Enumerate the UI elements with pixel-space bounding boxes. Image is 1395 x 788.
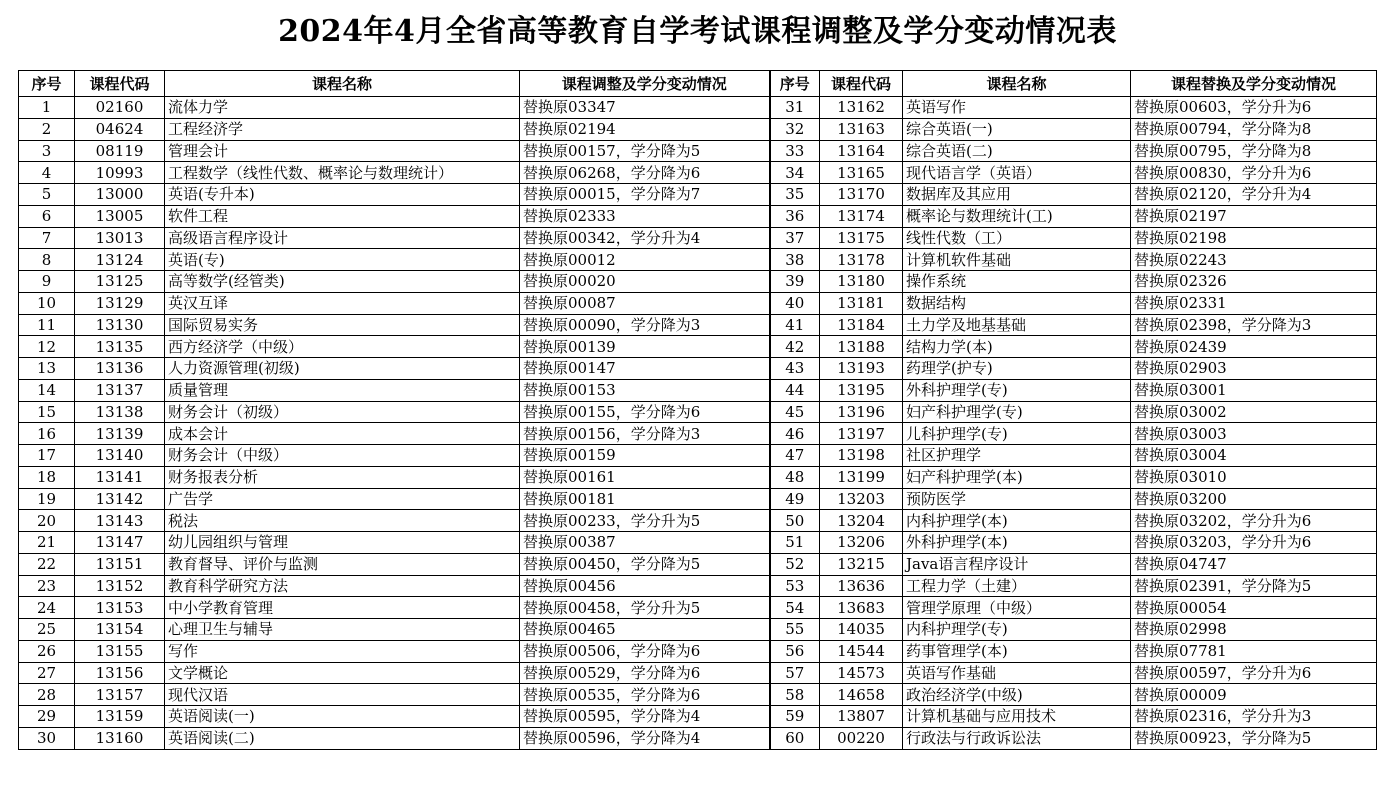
course-change-right: 替换原03002 bbox=[1131, 401, 1377, 423]
row-index-left: 3 bbox=[19, 140, 75, 162]
course-code-left: 13140 bbox=[75, 445, 165, 467]
table-row bbox=[19, 488, 1377, 510]
course-name-left: 管理会计 bbox=[165, 140, 520, 162]
course-change-right: 替换原02197 bbox=[1131, 205, 1377, 227]
course-name-left: 软件工程 bbox=[165, 205, 520, 227]
table-row bbox=[19, 575, 1377, 597]
course-code-right: 13163 bbox=[820, 118, 903, 140]
course-change-right: 替换原03202，学分升为6 bbox=[1131, 510, 1377, 532]
course-code-right: 13178 bbox=[820, 249, 903, 271]
course-code-right: 13193 bbox=[820, 358, 903, 380]
header-code-right: 课程代码 bbox=[820, 71, 903, 97]
course-name-left: 成本会计 bbox=[165, 423, 520, 445]
course-code-right: 13198 bbox=[820, 445, 903, 467]
row-index-left: 2 bbox=[19, 118, 75, 140]
course-name-right: 概率论与数理统计(工) bbox=[903, 205, 1131, 227]
table-row bbox=[19, 510, 1377, 532]
table-row bbox=[19, 140, 1377, 162]
course-name-left: 教育督导、评价与监测 bbox=[165, 553, 520, 575]
row-index-left: 14 bbox=[19, 379, 75, 401]
course-code-right: 13807 bbox=[820, 706, 903, 728]
course-code-left: 13157 bbox=[75, 684, 165, 706]
course-code-right: 13206 bbox=[820, 532, 903, 554]
course-name-left: 税法 bbox=[165, 510, 520, 532]
course-change-right: 替换原03001 bbox=[1131, 379, 1377, 401]
course-change-right: 替换原02439 bbox=[1131, 336, 1377, 358]
course-change-left: 替换原00139 bbox=[520, 336, 770, 358]
course-name-left: 英语(专升本) bbox=[165, 184, 520, 206]
course-change-right: 替换原00795，学分降为8 bbox=[1131, 140, 1377, 162]
table-row bbox=[19, 597, 1377, 619]
course-code-right: 13215 bbox=[820, 553, 903, 575]
course-change-right: 替换原02391，学分降为5 bbox=[1131, 575, 1377, 597]
course-change-left: 替换原00020 bbox=[520, 271, 770, 293]
header-index-left: 序号 bbox=[19, 71, 75, 97]
row-index-right: 58 bbox=[770, 684, 820, 706]
course-code-right: 13683 bbox=[820, 597, 903, 619]
course-code-right: 14035 bbox=[820, 619, 903, 641]
row-index-left: 22 bbox=[19, 553, 75, 575]
row-index-left: 1 bbox=[19, 97, 75, 119]
row-index-right: 45 bbox=[770, 401, 820, 423]
course-name-right: 土力学及地基基础 bbox=[903, 314, 1131, 336]
course-code-right: 00220 bbox=[820, 727, 903, 749]
course-code-left: 13147 bbox=[75, 532, 165, 554]
course-code-right: 13170 bbox=[820, 184, 903, 206]
course-name-right: 内科护理学(专) bbox=[903, 619, 1131, 641]
row-index-right: 31 bbox=[770, 97, 820, 119]
header-index-right: 序号 bbox=[770, 71, 820, 97]
course-change-right: 替换原00009 bbox=[1131, 684, 1377, 706]
course-code-right: 14544 bbox=[820, 640, 903, 662]
course-change-right: 替换原02998 bbox=[1131, 619, 1377, 641]
row-index-left: 27 bbox=[19, 662, 75, 684]
course-code-right: 13636 bbox=[820, 575, 903, 597]
row-index-left: 6 bbox=[19, 205, 75, 227]
course-code-left: 13143 bbox=[75, 510, 165, 532]
table-row bbox=[19, 314, 1377, 336]
course-change-left: 替换原00529，学分降为6 bbox=[520, 662, 770, 684]
course-name-right: 综合英语(一) bbox=[903, 118, 1131, 140]
course-change-right: 替换原00054 bbox=[1131, 597, 1377, 619]
course-change-left: 替换原00161 bbox=[520, 466, 770, 488]
course-name-right: 预防医学 bbox=[903, 488, 1131, 510]
course-code-left: 02160 bbox=[75, 97, 165, 119]
course-code-left: 13130 bbox=[75, 314, 165, 336]
course-name-right: 社区护理学 bbox=[903, 445, 1131, 467]
course-code-right: 13188 bbox=[820, 336, 903, 358]
row-index-left: 8 bbox=[19, 249, 75, 271]
course-name-right: 儿科护理学(专) bbox=[903, 423, 1131, 445]
course-change-right: 替换原02331 bbox=[1131, 292, 1377, 314]
course-name-right: 政治经济学(中级) bbox=[903, 684, 1131, 706]
course-name-left: 工程经济学 bbox=[165, 118, 520, 140]
row-index-left: 30 bbox=[19, 727, 75, 749]
row-index-left: 28 bbox=[19, 684, 75, 706]
row-index-left: 20 bbox=[19, 510, 75, 532]
course-name-right: 计算机软件基础 bbox=[903, 249, 1131, 271]
row-index-right: 33 bbox=[770, 140, 820, 162]
course-name-right: 内科护理学(本) bbox=[903, 510, 1131, 532]
course-code-left: 04624 bbox=[75, 118, 165, 140]
table-row bbox=[19, 184, 1377, 206]
table-row bbox=[19, 727, 1377, 749]
course-change-left: 替换原00181 bbox=[520, 488, 770, 510]
course-code-right: 13199 bbox=[820, 466, 903, 488]
course-name-left: 写作 bbox=[165, 640, 520, 662]
course-name-right: 妇产科护理学(本) bbox=[903, 466, 1131, 488]
course-change-left: 替换原00157，学分降为5 bbox=[520, 140, 770, 162]
row-index-left: 17 bbox=[19, 445, 75, 467]
course-name-right: 计算机基础与应用技术 bbox=[903, 706, 1131, 728]
course-change-right: 替换原00923，学分降为5 bbox=[1131, 727, 1377, 749]
course-name-right: 工程力学（土建） bbox=[903, 575, 1131, 597]
course-change-left: 替换原00012 bbox=[520, 249, 770, 271]
course-name-left: 中小学教育管理 bbox=[165, 597, 520, 619]
course-change-left: 替换原00153 bbox=[520, 379, 770, 401]
course-change-left: 替换原00387 bbox=[520, 532, 770, 554]
course-change-right: 替换原00830，学分升为6 bbox=[1131, 162, 1377, 184]
row-index-right: 36 bbox=[770, 205, 820, 227]
course-code-right: 13180 bbox=[820, 271, 903, 293]
header-code-left: 课程代码 bbox=[75, 71, 165, 97]
course-change-left: 替换原00147 bbox=[520, 358, 770, 380]
course-code-left: 13152 bbox=[75, 575, 165, 597]
course-name-right: 数据结构 bbox=[903, 292, 1131, 314]
course-name-left: 西方经济学（中级） bbox=[165, 336, 520, 358]
table-row bbox=[19, 227, 1377, 249]
table-header-row bbox=[19, 71, 1377, 97]
course-code-right: 13195 bbox=[820, 379, 903, 401]
course-code-left: 13156 bbox=[75, 662, 165, 684]
course-name-right: 数据库及其应用 bbox=[903, 184, 1131, 206]
course-code-left: 13155 bbox=[75, 640, 165, 662]
course-code-right: 13164 bbox=[820, 140, 903, 162]
course-name-right: 英语写作基础 bbox=[903, 662, 1131, 684]
course-code-left: 13153 bbox=[75, 597, 165, 619]
row-index-right: 57 bbox=[770, 662, 820, 684]
course-change-left: 替换原00342，学分升为4 bbox=[520, 227, 770, 249]
course-name-left: 财务会计（初级） bbox=[165, 401, 520, 423]
course-name-left: 流体力学 bbox=[165, 97, 520, 119]
course-name-left: 英语阅读(一) bbox=[165, 706, 520, 728]
row-index-right: 47 bbox=[770, 445, 820, 467]
course-change-right: 替换原03200 bbox=[1131, 488, 1377, 510]
row-index-left: 5 bbox=[19, 184, 75, 206]
row-index-left: 19 bbox=[19, 488, 75, 510]
course-name-left: 财务报表分析 bbox=[165, 466, 520, 488]
course-name-left: 心理卫生与辅导 bbox=[165, 619, 520, 641]
course-code-right: 13175 bbox=[820, 227, 903, 249]
table-row bbox=[19, 466, 1377, 488]
row-index-left: 24 bbox=[19, 597, 75, 619]
course-name-left: 教育科学研究方法 bbox=[165, 575, 520, 597]
table-row bbox=[19, 271, 1377, 293]
course-code-left: 13141 bbox=[75, 466, 165, 488]
course-code-right: 14658 bbox=[820, 684, 903, 706]
row-index-right: 51 bbox=[770, 532, 820, 554]
course-name-right: 综合英语(二) bbox=[903, 140, 1131, 162]
course-code-right: 13197 bbox=[820, 423, 903, 445]
course-name-right: 线性代数（工） bbox=[903, 227, 1131, 249]
row-index-left: 4 bbox=[19, 162, 75, 184]
row-index-right: 55 bbox=[770, 619, 820, 641]
course-name-right: 现代语言学（英语） bbox=[903, 162, 1131, 184]
course-code-right: 13203 bbox=[820, 488, 903, 510]
course-change-left: 替换原03347 bbox=[520, 97, 770, 119]
row-index-left: 12 bbox=[19, 336, 75, 358]
row-index-left: 13 bbox=[19, 358, 75, 380]
course-code-right: 13162 bbox=[820, 97, 903, 119]
course-code-left: 13135 bbox=[75, 336, 165, 358]
table-row bbox=[19, 401, 1377, 423]
course-change-right: 替换原04747 bbox=[1131, 553, 1377, 575]
row-index-right: 40 bbox=[770, 292, 820, 314]
course-change-right: 替换原02903 bbox=[1131, 358, 1377, 380]
table-row bbox=[19, 423, 1377, 445]
table-body bbox=[19, 97, 1377, 750]
table-row bbox=[19, 532, 1377, 554]
row-index-right: 54 bbox=[770, 597, 820, 619]
row-index-left: 15 bbox=[19, 401, 75, 423]
course-name-right: 管理学原理（中级） bbox=[903, 597, 1131, 619]
course-change-right: 替换原00603，学分升为6 bbox=[1131, 97, 1377, 119]
table-row bbox=[19, 684, 1377, 706]
row-index-right: 35 bbox=[770, 184, 820, 206]
course-change-left: 替换原00156，学分降为3 bbox=[520, 423, 770, 445]
course-change-left: 替换原00450，学分降为5 bbox=[520, 553, 770, 575]
course-change-left: 替换原02333 bbox=[520, 205, 770, 227]
row-index-left: 29 bbox=[19, 706, 75, 728]
course-name-right: 英语写作 bbox=[903, 97, 1131, 119]
course-change-left: 替换原00233，学分升为5 bbox=[520, 510, 770, 532]
course-code-left: 13154 bbox=[75, 619, 165, 641]
course-name-left: 国际贸易实务 bbox=[165, 314, 520, 336]
course-code-right: 13196 bbox=[820, 401, 903, 423]
course-code-left: 13000 bbox=[75, 184, 165, 206]
row-index-left: 21 bbox=[19, 532, 75, 554]
course-change-left: 替换原00015，学分降为7 bbox=[520, 184, 770, 206]
course-name-right: 外科护理学(本) bbox=[903, 532, 1131, 554]
row-index-right: 43 bbox=[770, 358, 820, 380]
course-change-left: 替换原06268，学分降为6 bbox=[520, 162, 770, 184]
table-row bbox=[19, 97, 1377, 119]
course-change-left: 替换原00159 bbox=[520, 445, 770, 467]
course-code-left: 13013 bbox=[75, 227, 165, 249]
course-code-left: 13137 bbox=[75, 379, 165, 401]
course-name-right: 药理学(护专) bbox=[903, 358, 1131, 380]
course-change-right: 替换原03004 bbox=[1131, 445, 1377, 467]
row-index-right: 38 bbox=[770, 249, 820, 271]
table-row bbox=[19, 445, 1377, 467]
header-change-left: 课程调整及学分变动情况 bbox=[520, 71, 770, 97]
course-code-left: 10993 bbox=[75, 162, 165, 184]
course-name-left: 文学概论 bbox=[165, 662, 520, 684]
course-change-left: 替换原00506，学分降为6 bbox=[520, 640, 770, 662]
course-change-right: 替换原02243 bbox=[1131, 249, 1377, 271]
course-name-right: 结构力学(本) bbox=[903, 336, 1131, 358]
course-code-left: 13139 bbox=[75, 423, 165, 445]
header-name-left: 课程名称 bbox=[165, 71, 520, 97]
course-code-left: 13160 bbox=[75, 727, 165, 749]
table-row bbox=[19, 118, 1377, 140]
course-change-left: 替换原02194 bbox=[520, 118, 770, 140]
page-title: 2024年4月全省高等教育自学考试课程调整及学分变动情况表 bbox=[278, 14, 1117, 49]
row-index-right: 50 bbox=[770, 510, 820, 532]
course-code-left: 08119 bbox=[75, 140, 165, 162]
course-change-left: 替换原00465 bbox=[520, 619, 770, 641]
course-change-left: 替换原00596，学分降为4 bbox=[520, 727, 770, 749]
row-index-left: 16 bbox=[19, 423, 75, 445]
row-index-left: 25 bbox=[19, 619, 75, 641]
course-change-right: 替换原03010 bbox=[1131, 466, 1377, 488]
course-change-right: 替换原02398，学分降为3 bbox=[1131, 314, 1377, 336]
course-change-right: 替换原03003 bbox=[1131, 423, 1377, 445]
course-change-right: 替换原00597，学分升为6 bbox=[1131, 662, 1377, 684]
course-code-left: 13125 bbox=[75, 271, 165, 293]
table-row bbox=[19, 706, 1377, 728]
row-index-left: 23 bbox=[19, 575, 75, 597]
course-name-left: 人力资源管理(初级) bbox=[165, 358, 520, 380]
course-name-right: 行政法与行政诉讼法 bbox=[903, 727, 1131, 749]
course-code-left: 13159 bbox=[75, 706, 165, 728]
table-row bbox=[19, 379, 1377, 401]
row-index-right: 46 bbox=[770, 423, 820, 445]
course-name-left: 英语阅读(二) bbox=[165, 727, 520, 749]
table-row bbox=[19, 205, 1377, 227]
table-row bbox=[19, 640, 1377, 662]
row-index-right: 41 bbox=[770, 314, 820, 336]
row-index-right: 48 bbox=[770, 466, 820, 488]
row-index-right: 53 bbox=[770, 575, 820, 597]
row-index-right: 37 bbox=[770, 227, 820, 249]
row-index-right: 56 bbox=[770, 640, 820, 662]
course-name-left: 英汉互译 bbox=[165, 292, 520, 314]
course-name-right: 妇产科护理学(专) bbox=[903, 401, 1131, 423]
course-code-left: 13129 bbox=[75, 292, 165, 314]
table-row bbox=[19, 619, 1377, 641]
course-change-left: 替换原00458，学分升为5 bbox=[520, 597, 770, 619]
row-index-right: 52 bbox=[770, 553, 820, 575]
row-index-right: 60 bbox=[770, 727, 820, 749]
course-table bbox=[18, 70, 1377, 750]
row-index-right: 32 bbox=[770, 118, 820, 140]
course-change-left: 替换原00535，学分降为6 bbox=[520, 684, 770, 706]
row-index-right: 59 bbox=[770, 706, 820, 728]
course-change-left: 替换原00087 bbox=[520, 292, 770, 314]
row-index-left: 26 bbox=[19, 640, 75, 662]
course-name-right: 药事管理学(本) bbox=[903, 640, 1131, 662]
table-row bbox=[19, 662, 1377, 684]
course-change-right: 替换原00794，学分降为8 bbox=[1131, 118, 1377, 140]
course-name-left: 工程数学（线性代数、概率论与数理统计） bbox=[165, 162, 520, 184]
row-index-left: 7 bbox=[19, 227, 75, 249]
course-change-left: 替换原00456 bbox=[520, 575, 770, 597]
course-name-left: 高等数学(经管类) bbox=[165, 271, 520, 293]
row-index-right: 49 bbox=[770, 488, 820, 510]
course-code-right: 13204 bbox=[820, 510, 903, 532]
course-name-left: 幼儿园组织与管理 bbox=[165, 532, 520, 554]
course-name-right: 外科护理学(专) bbox=[903, 379, 1131, 401]
course-change-right: 替换原02326 bbox=[1131, 271, 1377, 293]
table-row bbox=[19, 358, 1377, 380]
course-name-left: 财务会计（中级） bbox=[165, 445, 520, 467]
course-change-right: 替换原03203，学分升为6 bbox=[1131, 532, 1377, 554]
row-index-left: 11 bbox=[19, 314, 75, 336]
row-index-right: 39 bbox=[770, 271, 820, 293]
course-name-left: 英语(专) bbox=[165, 249, 520, 271]
course-change-left: 替换原00090，学分降为3 bbox=[520, 314, 770, 336]
course-change-right: 替换原02316，学分升为3 bbox=[1131, 706, 1377, 728]
course-code-left: 13005 bbox=[75, 205, 165, 227]
table-row bbox=[19, 336, 1377, 358]
table-row bbox=[19, 553, 1377, 575]
course-change-right: 替换原02198 bbox=[1131, 227, 1377, 249]
course-code-right: 13184 bbox=[820, 314, 903, 336]
row-index-left: 10 bbox=[19, 292, 75, 314]
course-name-left: 高级语言程序设计 bbox=[165, 227, 520, 249]
course-name-left: 广告学 bbox=[165, 488, 520, 510]
row-index-left: 18 bbox=[19, 466, 75, 488]
course-code-right: 13174 bbox=[820, 205, 903, 227]
course-code-right: 14573 bbox=[820, 662, 903, 684]
row-index-right: 44 bbox=[770, 379, 820, 401]
row-index-right: 34 bbox=[770, 162, 820, 184]
header-name-right: 课程名称 bbox=[903, 71, 1131, 97]
course-change-right: 替换原02120，学分升为4 bbox=[1131, 184, 1377, 206]
course-name-left: 现代汉语 bbox=[165, 684, 520, 706]
course-change-left: 替换原00595，学分降为4 bbox=[520, 706, 770, 728]
course-change-right: 替换原07781 bbox=[1131, 640, 1377, 662]
course-code-left: 13138 bbox=[75, 401, 165, 423]
course-change-left: 替换原00155，学分降为6 bbox=[520, 401, 770, 423]
table-row bbox=[19, 249, 1377, 271]
course-code-right: 13181 bbox=[820, 292, 903, 314]
course-name-right: Java语言程序设计 bbox=[903, 553, 1131, 575]
course-code-left: 13142 bbox=[75, 488, 165, 510]
course-name-left: 质量管理 bbox=[165, 379, 520, 401]
course-name-right: 操作系统 bbox=[903, 271, 1131, 293]
course-code-left: 13151 bbox=[75, 553, 165, 575]
course-code-left: 13136 bbox=[75, 358, 165, 380]
row-index-left: 9 bbox=[19, 271, 75, 293]
header-change-right: 课程替换及学分变动情况 bbox=[1131, 71, 1377, 97]
table-row bbox=[19, 292, 1377, 314]
course-code-left: 13124 bbox=[75, 249, 165, 271]
course-code-right: 13165 bbox=[820, 162, 903, 184]
table-row bbox=[19, 162, 1377, 184]
row-index-right: 42 bbox=[770, 336, 820, 358]
